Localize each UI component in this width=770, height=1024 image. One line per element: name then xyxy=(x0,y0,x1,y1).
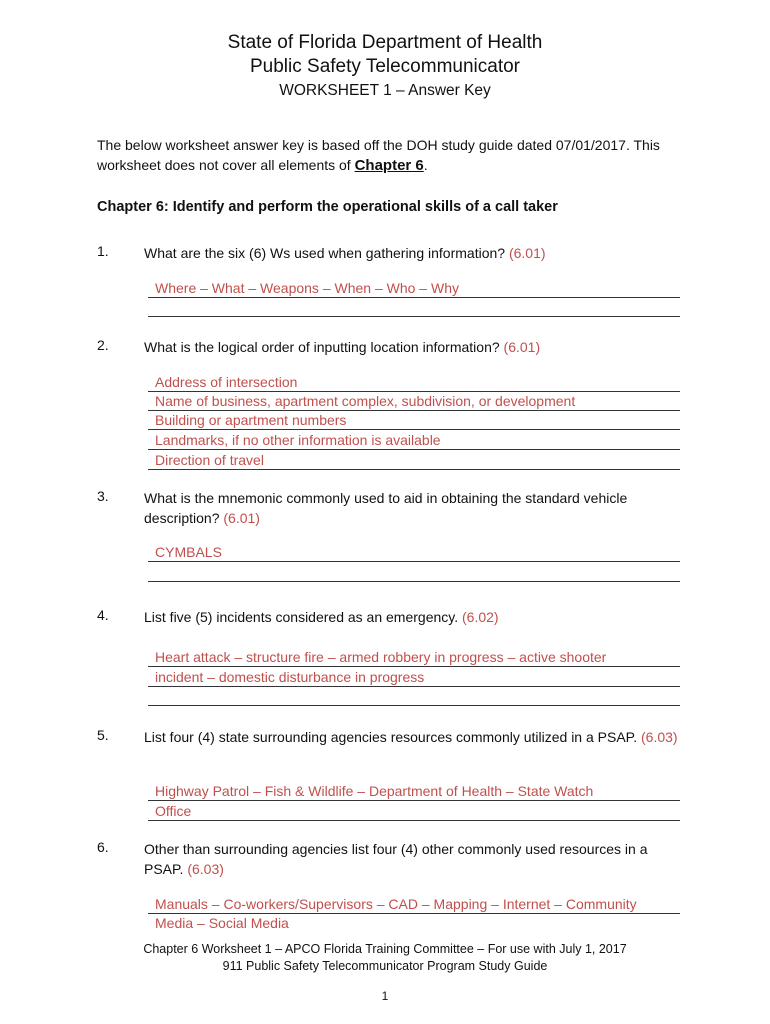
question-reference: (6.02) xyxy=(462,609,499,625)
answer-line: Landmarks, if no other information is available xyxy=(148,431,680,450)
question-number: 4. xyxy=(97,607,109,623)
answer-line: Where – What – Weapons – When – Who – Why xyxy=(148,279,680,298)
answer-line: Name of business, apartment complex, subdivision, or development xyxy=(148,392,680,411)
question-text-body: What is the logical order of inputting location information? xyxy=(144,339,500,355)
question-text-body: List four (4) state surrounding agencies resources commonly utilized in a PSAP. xyxy=(144,729,638,745)
question-text xyxy=(144,607,684,627)
answer-line xyxy=(148,687,680,706)
question-reference: (6.03) xyxy=(187,861,224,877)
answer-line xyxy=(148,563,680,582)
page-number: 1 xyxy=(381,989,389,1003)
question-reference: (6.01) xyxy=(503,339,541,355)
answer-line: CYMBALS xyxy=(148,543,680,562)
question-reference: (6.01) xyxy=(223,510,260,526)
answer-line: Media – Social Media xyxy=(155,915,289,931)
question-number: 5. xyxy=(97,727,109,743)
question-number: 1. xyxy=(97,243,109,259)
answer-line: Direction of travel xyxy=(148,451,680,470)
question-text-body: List five (5) incidents considered as an emergency. xyxy=(144,609,459,625)
question-text xyxy=(144,839,684,879)
intro-paragraph xyxy=(97,135,697,176)
answer-line: Building or apartment numbers xyxy=(148,411,680,430)
footer-line-2: 911 Public Safety Telecommunicator Program Study Guide xyxy=(222,959,548,973)
question-text xyxy=(144,243,684,263)
question-text-body: Other than surrounding agencies list four (4) other commonly used resources in a PSAP. xyxy=(144,841,648,877)
answer-line: incident – domestic disturbance in progress xyxy=(148,668,680,687)
worksheet-title: WORKSHEET 1 – Answer Key xyxy=(279,82,491,99)
answer-line: Manuals – Co-workers/Supervisors – CAD – Mapping – Internet – Community xyxy=(148,895,680,914)
answer-line: Highway Patrol – Fish & Wildlife – Department of Health – State Watch xyxy=(148,782,680,801)
intro-text: The below worksheet answer key is based off the DOH study guide dated 07/01/2017. This worksheet does not cover all elements of xyxy=(97,137,660,173)
intro-period: . xyxy=(423,157,428,173)
chapter-heading: Chapter 6: Identify and perform the operational skills of a call taker xyxy=(97,199,558,215)
question-number: 6. xyxy=(97,839,109,855)
document-title: State of Florida Department of Health xyxy=(227,32,543,53)
answer-line: Heart attack – structure fire – armed robbery in progress – active shooter xyxy=(148,648,680,667)
question-text-body: What is the mnemonic commonly used to aid in obtaining the standard vehicle description? xyxy=(144,490,628,526)
question-text xyxy=(144,727,684,747)
answer-line xyxy=(148,298,680,317)
question-text xyxy=(144,337,684,357)
footer-line-1: Chapter 6 Worksheet 1 – APCO Florida Training Committee – For use with July 1, 2017 xyxy=(143,942,627,956)
chapter-6-link: Chapter 6 xyxy=(354,157,424,174)
question-text xyxy=(144,488,684,528)
question-number: 3. xyxy=(97,488,109,504)
question-reference: (6.01) xyxy=(508,245,546,261)
answer-line: Office xyxy=(148,802,680,821)
question-text-body: What are the six (6) Ws used when gathering information? xyxy=(144,245,506,261)
answer-line: Address of intersection xyxy=(148,373,680,392)
question-reference: (6.03) xyxy=(641,729,678,745)
question-number: 2. xyxy=(97,337,109,353)
document-subtitle: Public Safety Telecommunicator xyxy=(250,56,520,77)
